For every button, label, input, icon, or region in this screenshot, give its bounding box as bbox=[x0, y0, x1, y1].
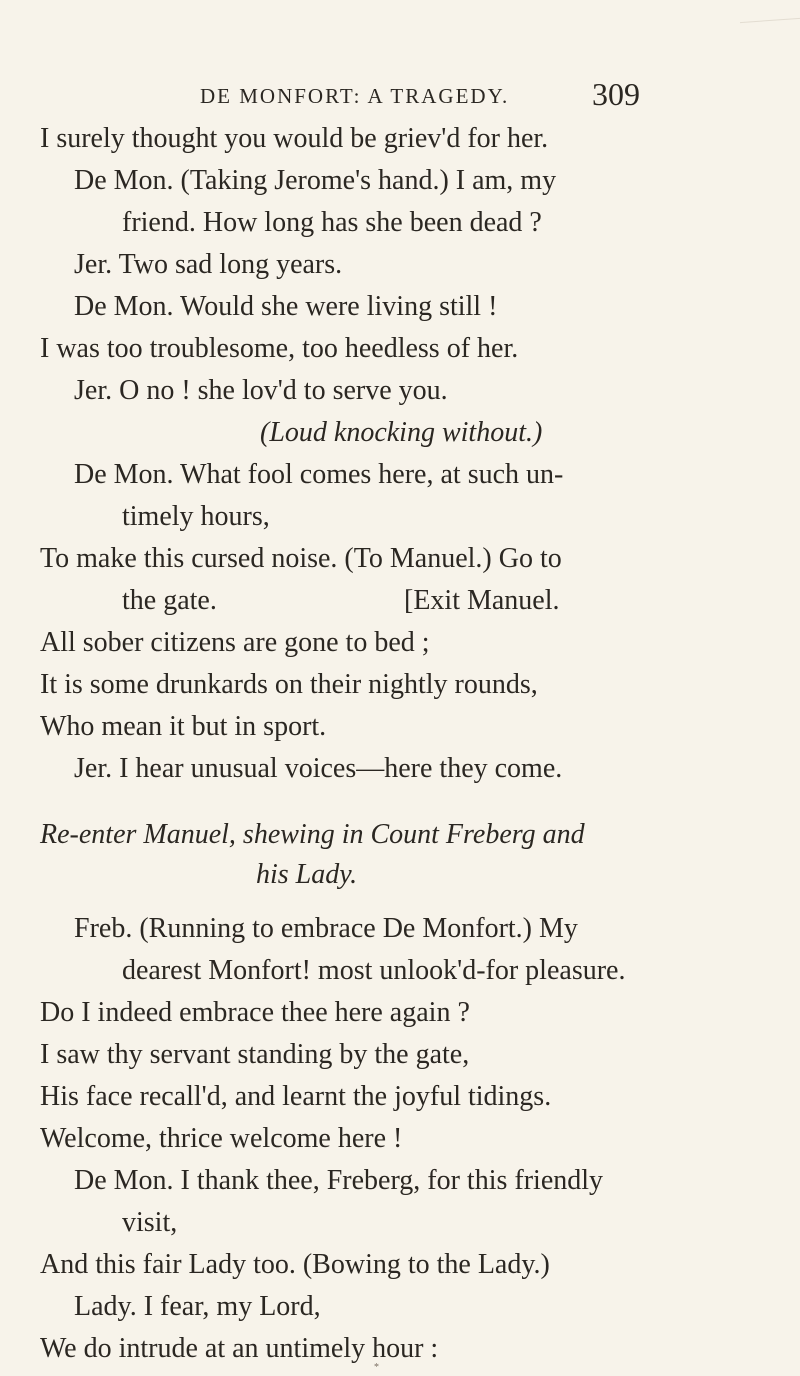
text-line: dearest Monfort! most unlook'd-for pleasure. bbox=[122, 955, 626, 986]
running-title: DE MONFORT: A TRAGEDY. bbox=[200, 84, 510, 108]
text-line: Welcome, thrice welcome here ! bbox=[40, 1123, 403, 1154]
text-line: De Mon. Would she were living still ! bbox=[74, 291, 498, 322]
text-line: De Mon. (Taking Jerome's hand.) I am, my bbox=[74, 165, 557, 196]
page-corner-fold bbox=[740, 0, 800, 23]
text-line: Freb. (Running to embrace De Monfort.) My bbox=[74, 913, 578, 944]
text-line: Who mean it but in sport. bbox=[40, 711, 327, 742]
text-line: Jer. Two sad long years. bbox=[74, 249, 343, 280]
text-line: All sober citizens are gone to bed ; bbox=[40, 627, 430, 658]
text-line: the gate. bbox=[122, 585, 217, 616]
text-line: We do intrude at an untimely hour : bbox=[40, 1333, 439, 1364]
text-line: De Mon. I thank thee, Freberg, for this friendly bbox=[74, 1165, 604, 1196]
stage-direction: (Loud knocking without.) bbox=[260, 417, 543, 448]
running-header bbox=[200, 76, 640, 116]
text-line: Do I indeed embrace thee here again ? bbox=[40, 997, 470, 1028]
text-line: Jer. O no ! she lov'd to serve you. bbox=[74, 375, 448, 406]
text-line: Jer. I hear unusual voices—here they come. bbox=[74, 753, 563, 784]
page-number: 309 bbox=[592, 76, 640, 112]
stage-direction: [Exit Manuel. bbox=[404, 585, 560, 616]
text-line: timely hours, bbox=[122, 501, 270, 532]
text-line: I surely thought you would be griev'd for her. bbox=[40, 123, 549, 154]
stage-direction: Re-enter Manuel, shewing in Count Freberg and bbox=[40, 819, 585, 850]
text-line: His face recall'd, and learnt the joyful tidings. bbox=[40, 1081, 552, 1112]
text-line: I was too troublesome, too heedless of her. bbox=[40, 333, 519, 364]
text-line: To make this cursed noise. (To Manuel.) Go to bbox=[40, 543, 562, 574]
text-line: De Mon. What fool comes here, at such un- bbox=[74, 459, 564, 490]
stage-direction: his Lady. bbox=[256, 859, 358, 890]
text-line: It is some drunkards on their nightly rounds, bbox=[40, 669, 538, 700]
ornament-mark: * bbox=[374, 1362, 379, 1373]
text-line: visit, bbox=[122, 1207, 178, 1238]
text-line: Lady. I fear, my Lord, bbox=[74, 1291, 321, 1322]
text-line: friend. How long has she been dead ? bbox=[122, 207, 542, 238]
text-line: And this fair Lady too. (Bowing to the Lady.) bbox=[40, 1249, 550, 1280]
text-line: I saw thy servant standing by the gate, bbox=[40, 1039, 470, 1070]
